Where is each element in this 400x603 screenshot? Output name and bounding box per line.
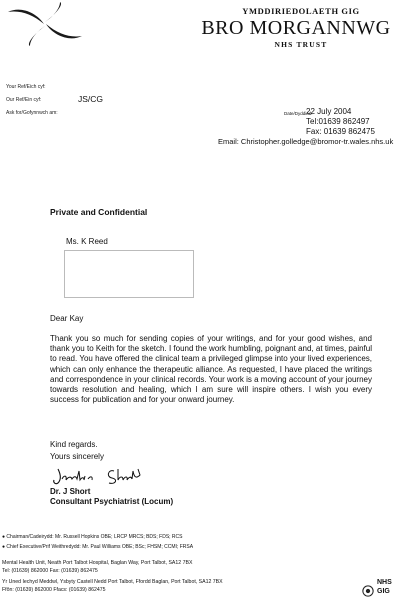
our-ref-value: JS/CG (78, 94, 104, 104)
sign-off: Yours sincerely (50, 452, 104, 461)
nhs-emblem-icon (362, 585, 374, 597)
signer-name: Dr. J Short (50, 487, 91, 496)
trust-name: BRO MORGANNWG (201, 17, 391, 39)
signer-title: Consultant Psychiatrist (Locum) (50, 497, 174, 506)
trust-welsh-name: YMDDIRIEDOLAETH GIG (242, 6, 360, 16)
your-ref-label: Your Ref/Eich cyf: (6, 84, 46, 90)
email: Email: Christopher.golledge@bromor-tr.wales.nhs.uk (218, 137, 394, 146)
unit-phone-english: Tel: (01639) 862000 Fax: (01639) 862475 (2, 568, 98, 574)
telephone: Tel:01639 862497 (306, 117, 370, 126)
salutation: Dear Kay (50, 314, 84, 323)
nhs-logo (362, 579, 396, 601)
chairman-text: Chairman/Cadeirydd: Mr. Russell Hopkins OBE; LRCP MRCS; BDS; FDS; RCS (6, 534, 183, 540)
handwritten-signature (52, 463, 178, 487)
unit-address-english: Mental Health Unit, Neath Port Talbot Hospital, Baglan Way, Port Talbot, SA12 7BX (2, 560, 193, 566)
fax: Fax: 01639 862475 (306, 127, 375, 136)
our-ref-label: Our Ref/Ein cyf: (6, 97, 42, 103)
ask-for-label: Ask for/Gofynnwch am: (6, 110, 58, 116)
recipient-name: Ms. K Reed (66, 237, 108, 246)
gig-logo-text: GIG (377, 588, 390, 595)
unit-phone-welsh: Ffôn: (01639) 862000 Ffacs: (01639) 862475 (2, 587, 106, 593)
letter-body: Thank you so much for sending copies of your writings, and for your good wishes, and thank you to Keith for the sketch. I found the work humbling, poignant and, at times, painful to read. You have offered the clinical team a privileged glimpse into your lived experiences, which can only enhance the therapeutic alliance. As requested, I have placed the writings and correspondence in your clinical records. Your work is a moving account of your journey towards resolution and healing, which I am sure will inspire others. I wish you every success for publication and for your onward journey. (50, 334, 372, 405)
chairman-line: ● Chairman/Cadeirydd: Mr. Russell Hopkins OBE; LRCP MRCS; BDS; FDS; RCS (2, 534, 183, 540)
date-label: Date/Dyddiad: (284, 111, 313, 116)
trust-subtitle: NHS TRUST (274, 40, 328, 49)
letter-date: 22 July 2004 (306, 107, 352, 116)
regards: Kind regards. (50, 440, 98, 449)
chief-exec-line: ● Chief Executive/Prif Weithredydd: Mr. Paul Williams OBE; BSc; FHSM; CCMI; FRSA (2, 544, 194, 550)
unit-address-welsh: Yr Uned Iechyd Meddwl, Ysbyty Castell Nedd Port Talbot, Ffordd Baglan, Port Talbot, SA12 7BX (2, 579, 223, 585)
redacted-address (64, 250, 194, 298)
nhs-logo-text: NHS (377, 579, 392, 586)
chief-exec-text: Chief Executive/Prif Weithredydd: Mr. Paul Williams OBE; BSc; FHSM; CCMI; FRSA (6, 544, 194, 550)
trust-swirl-logo (6, 2, 84, 46)
confidential-heading: Private and Confidential (50, 207, 148, 217)
